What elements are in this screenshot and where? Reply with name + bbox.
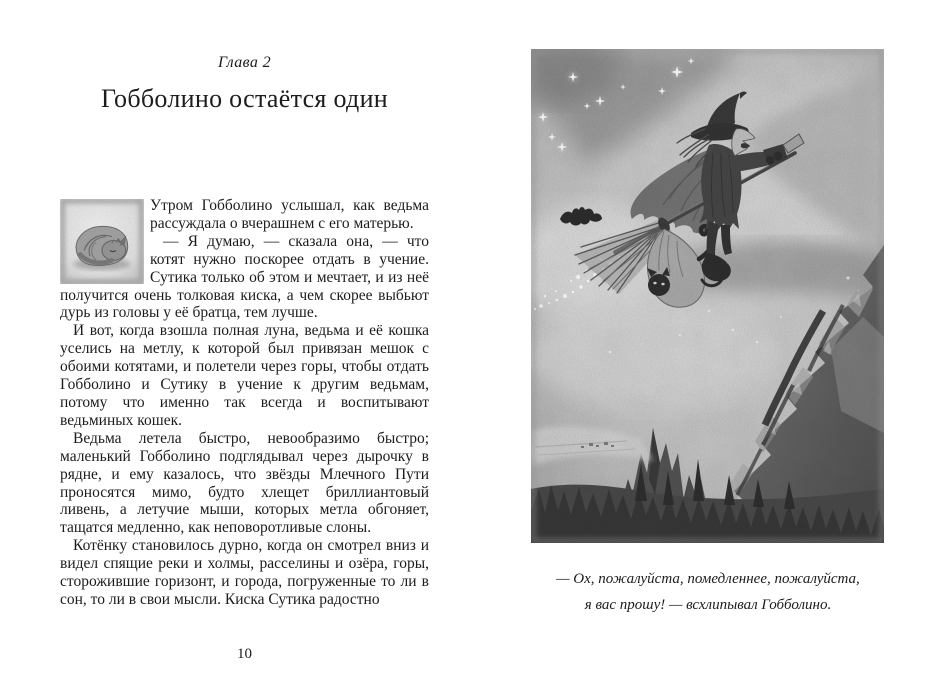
body-text [60,197,429,609]
paragraph: Котёнку становилось дурно, когда он смотрел вниз и видел спящие реки и холмы, расселины и озёра, горы, сторожившие горизонт, и города, погруженные то ли в сон, то ли в свои мысли. Киска Сутика радостно [60,537,429,608]
paragraph: И вот, когда взошла полная луна, ведьма и её кошка уселись на метлу, к которой был привязан мешок с обоими котятами, и полетели через горы, чтобы отдать Гобболино и Сутику в учение к другим ведьмам, потому что именно так всегда и воспитывают ведьминых кошек. [60,322,429,429]
sleeping-kitten-illustration [60,199,144,284]
paragraph: Утром Гобболино услышал, как ведьма рассуждала о вчерашнем с его матерью. [150,197,429,232]
caption-line: я вас прошу! — всхлипывал Гобболино. [584,597,832,613]
caption-line: — Ох, пожалуйста, помедленнее, пожалуйста, [556,571,860,587]
page-title: Гобболино остаётся один [101,84,388,113]
witch-on-broom-illustration [531,49,884,543]
left-page [60,54,429,609]
page-number: 10 [237,646,252,662]
chapter-label: Глава 2 [217,54,272,71]
paragraph: Ведьма летела быстро, невообразимо быстро; маленький Гобболино подглядывал через дырочку в рядне, и ему казалось, что звёзды Млечного Пути проносятся мимо, будто хлещет бриллиантовый ливень, а летучие мыши, которых метла обгоняет, тащатся медленно, как неповоротливые слоны. [60,429,429,537]
illustration-caption [525,566,891,618]
paragraph: — Я думаю, — сказала она, — что котят нужно поскорее отдать в учение. Сутика только об этом и мечтает, и из неё получится очень толковая киска, а чем скорее выбьют дурь из головы у её братца, тем лучше. [60,232,429,322]
